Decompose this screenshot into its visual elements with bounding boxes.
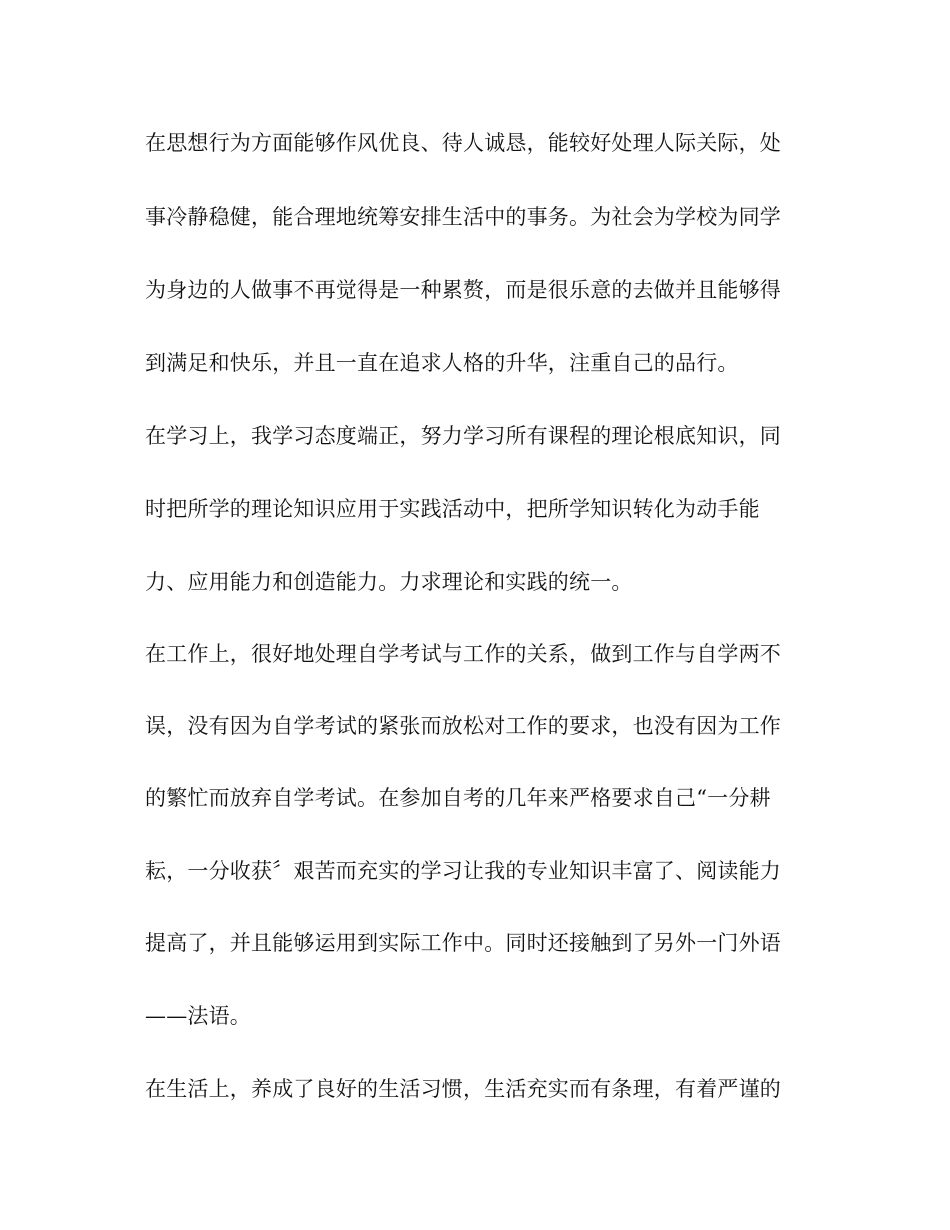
text-line: 事冷静稳健，能合理地统筹安排生活中的事务。为社会为学校为同学 <box>145 205 781 229</box>
text-line: 为身边的人做事不再觉得是一种累赘，而是很乐意的去做并且能够得 <box>145 278 781 302</box>
text-line: 在工作上，很好地处理自学考试与工作的关系，做到工作与自学两不 <box>145 642 781 666</box>
text-line: 提高了，并且能够运用到实际工作中。同时还接触到了另外一门外语 <box>145 931 781 955</box>
text-line: ——法语。 <box>145 1004 251 1028</box>
text-line: 的繁忙而放弃自学考试。在参加自考的几年来严格要求自己“一分耕 <box>145 786 771 810</box>
text-line: 到满足和快乐，并且一直在追求人格的升华，注重自己的品行。 <box>145 351 739 375</box>
text-line: 力、应用能力和创造能力。力求理论和实践的统一。 <box>145 570 633 594</box>
text-line: 在生活上，养成了良好的生活习惯，生活充实而有条理，有着严谨的 <box>145 1077 781 1101</box>
text-line: 误，没有因为自学考试的紧张而放松对工作的要求，也没有因为工作 <box>145 714 781 738</box>
text-line: 在思想行为方面能够作风优良、待人诚恳，能较好处理人际关际，处 <box>145 131 781 155</box>
text-line: 在学习上，我学习态度端正，努力学习所有课程的理论根底知识，同 <box>145 424 781 448</box>
text-line: 耘，一分收获〞艰苦而充实的学习让我的专业知识丰富了、阅读能力 <box>145 859 781 883</box>
text-line: 时把所学的理论知识应用于实践活动中，把所学知识转化为动手能 <box>145 497 760 521</box>
